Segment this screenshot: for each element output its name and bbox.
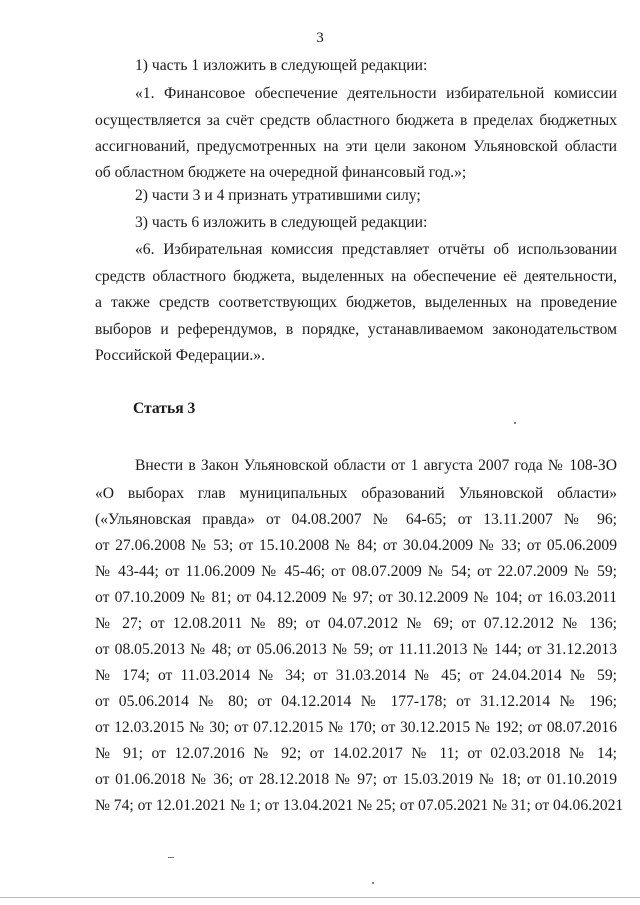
page-bottom-edge bbox=[0, 897, 640, 898]
scan-speck bbox=[514, 422, 516, 424]
text-line: («Ульяновская правда» от 04.08.2007 № 64-65; от 13.11.2007 № 96; bbox=[95, 511, 617, 528]
text-line: а также средств соответствующих бюджетов, выделенных на проведение bbox=[95, 294, 617, 311]
text-line: Российской Федерации.». bbox=[95, 347, 265, 364]
text-line: 3) часть 6 изложить в следующей редакции: bbox=[135, 214, 428, 231]
text-line: от 05.06.2014 № 80; от 04.12.2014 № 177-178; от 31.12.2014 № 196; bbox=[95, 693, 617, 710]
text-line: от 01.06.2018 № 36; от 28.12.2018 № 97; от 15.03.2019 № 18; от 01.10.2019 bbox=[95, 771, 617, 788]
scan-speck bbox=[372, 882, 374, 884]
text-line: Внести в Закон Ульяновской области от 1 августа 2007 года № 108-ЗО bbox=[135, 457, 617, 474]
text-line: 1) часть 1 изложить в следующей редакции: bbox=[135, 57, 428, 74]
text-line: 2) части 3 и 4 признать утратившими силу; bbox=[135, 187, 421, 204]
text-line: № 43-44; от 11.06.2009 № 45-46; от 08.07.2009 № 54; от 22.07.2009 № 59; bbox=[95, 563, 617, 580]
text-line: от 27.06.2008 № 53; от 15.10.2008 № 84; от 30.04.2009 № 33; от 05.06.2009 bbox=[95, 537, 617, 554]
text-line: «О выборах глав муниципальных образований Ульяновской области» bbox=[95, 485, 617, 502]
text-line: от 08.05.2013 № 48; от 05.06.2013 № 59; от 11.11.2013 № 144; от 31.12.2013 bbox=[95, 641, 617, 658]
text-line: от 12.03.2015 № 30; от 07.12.2015 № 170; от 30.12.2015 № 192; от 08.07.2016 bbox=[95, 719, 617, 736]
text-line: «6. Избирательная комиссия представляет отчёты об использовании bbox=[135, 241, 617, 258]
article-heading: Статья 3 bbox=[133, 400, 196, 417]
text-line: «1. Финансовое обеспечение деятельности избирательной комиссии bbox=[135, 85, 617, 102]
text-line: выборов и референдумов, в порядке, устанавливаемом законодательством bbox=[95, 321, 617, 338]
scan-speck bbox=[168, 857, 174, 858]
text-line: об областном бюджете на очередной финансовый год.»; bbox=[95, 164, 467, 181]
text-line: № 74; от 12.01.2021 № 1; от 13.04.2021 № 25; от 07.05.2021 № 31; от 04.06.2021 bbox=[95, 797, 624, 814]
text-line: средств областного бюджета, выделенных на обеспечение её деятельности, bbox=[95, 268, 617, 285]
page-number: 3 bbox=[316, 30, 324, 46]
text-line: осуществляется за счёт средств областного бюджета в пределах бюджетных bbox=[95, 112, 617, 129]
text-line: № 91; от 12.07.2016 № 92; от 14.02.2017 № 11; от 02.03.2018 № 14; bbox=[95, 745, 617, 762]
text-line: от 07.10.2009 № 81; от 04.12.2009 № 97; от 30.12.2009 № 104; от 16.03.2011 bbox=[95, 589, 617, 606]
text-line: № 27; от 12.08.2011 № 89; от 04.07.2012 № 69; от 07.12.2012 № 136; bbox=[95, 615, 617, 632]
text-line: ассигнований, предусмотренных на эти цели законом Ульяновской области bbox=[95, 138, 617, 155]
text-line: № 174; от 11.03.2014 № 34; от 31.03.2014 № 45; от 24.04.2014 № 59; bbox=[95, 667, 617, 684]
